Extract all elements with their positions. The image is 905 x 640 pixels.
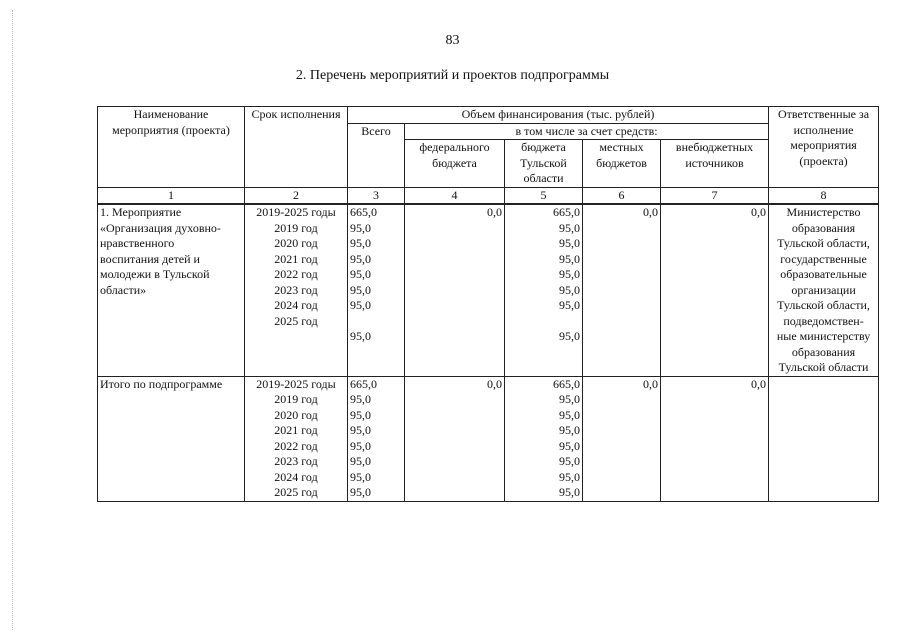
term-value: 2023 год: [274, 454, 318, 468]
responsible-cell: [769, 204, 879, 376]
total-value: 95,0: [350, 267, 371, 281]
column-number: 2: [245, 187, 348, 204]
header-total: Всего: [348, 123, 405, 187]
local-cell: 0,0: [583, 376, 661, 501]
term-value: 2023 год: [274, 282, 318, 297]
total-value: 95,0: [350, 407, 371, 422]
column-number: 8: [769, 187, 879, 204]
regional-value: 95,0: [559, 298, 580, 312]
responsible-line: Тульской области,: [777, 298, 870, 312]
total-value: 95,0: [350, 236, 371, 250]
regional-value: 95,0: [559, 329, 580, 343]
total-value: 95,0: [350, 469, 371, 484]
column-number: 6: [583, 187, 661, 204]
responsible-line: образования: [791, 220, 856, 235]
regional-value: 95,0: [559, 423, 580, 437]
term-value: 2022 год: [274, 267, 318, 281]
activity-name-line: молодежи в Тульской: [100, 267, 210, 281]
subtotal-name-cell: Итого по подпрограмме: [98, 376, 245, 501]
responsible-line: образовательные: [780, 267, 867, 281]
regional-cell: [505, 376, 583, 501]
extra-cell: 0,0: [661, 376, 769, 501]
federal-cell: 0,0: [405, 204, 505, 376]
scan-margin-dots: [12, 10, 13, 630]
responsible-line: Тульской области: [778, 360, 869, 374]
term-value: 2019 год: [274, 392, 318, 406]
activity-name-line: нравственного: [100, 236, 175, 250]
header-responsible: Ответственные за исполнение мероприятия (проекта): [769, 107, 879, 188]
responsible-line: образования: [791, 344, 856, 359]
responsible-line: подведомствен-: [783, 313, 864, 328]
term-value: 2019-2025 годы: [256, 205, 336, 219]
responsible-line: Министерство: [786, 205, 861, 219]
header-funding: Объем финансирования (тыс. рублей): [348, 107, 769, 124]
blank-line: [507, 314, 580, 330]
table-row: [98, 376, 879, 501]
total-value: 95,0: [350, 298, 371, 312]
column-number: 1: [98, 187, 245, 204]
header-extra: внебюджетных источников: [661, 140, 769, 188]
regional-value: 95,0: [559, 454, 580, 468]
regional-cell: [505, 204, 583, 376]
regional-value: 95,0: [559, 220, 580, 235]
term-value: 2024 год: [274, 298, 318, 312]
total-cell: [348, 376, 405, 501]
responsible-line: Тульской области,: [777, 236, 870, 250]
activity-name-line: области»: [100, 282, 147, 297]
total-value: 95,0: [350, 485, 371, 499]
term-value: 2025 год: [274, 485, 318, 499]
term-value: 2021 год: [274, 423, 318, 437]
activity-name-text: 1. Мероприятие: [100, 205, 182, 219]
term-value: 2024 год: [274, 469, 318, 484]
total-value: 665,0: [350, 376, 377, 391]
total-value: 95,0: [350, 438, 371, 453]
header-including: в том числе за счет средств:: [405, 123, 769, 140]
total-value: 95,0: [350, 392, 371, 406]
term-value: 2020 год: [274, 236, 318, 250]
responsible-line: ные министерству: [776, 329, 871, 343]
column-numbers-row: [98, 187, 879, 204]
blank-line: [350, 314, 402, 330]
total-value: 95,0: [350, 454, 371, 468]
regional-value: 95,0: [559, 251, 580, 266]
header-local: местных бюджетов: [583, 140, 661, 188]
responsible-cell-empty: [769, 376, 879, 501]
regional-value: 95,0: [559, 282, 580, 297]
total-value: 95,0: [350, 282, 371, 297]
column-number: 3: [348, 187, 405, 204]
term-value: 2019 год: [274, 220, 318, 235]
header-name: Наименование мероприятия (проекта): [98, 107, 245, 188]
header-federal: федерального бюджета: [405, 140, 505, 188]
regional-value: 665,0: [553, 205, 580, 219]
term-cell: [245, 204, 348, 376]
header-term: Срок исполнения: [245, 107, 348, 188]
federal-cell: 0,0: [405, 376, 505, 501]
regional-value: 95,0: [559, 267, 580, 281]
regional-value: 665,0: [553, 376, 580, 391]
regional-value: 95,0: [559, 485, 580, 499]
extra-cell: 0,0: [661, 204, 769, 376]
term-value: 2021 год: [274, 251, 318, 266]
total-cell: [348, 204, 405, 376]
activities-table: [97, 106, 879, 502]
responsible-line: государственные: [780, 251, 867, 266]
regional-value: 95,0: [559, 438, 580, 453]
term-value: 2020 год: [274, 407, 318, 422]
column-number: 5: [505, 187, 583, 204]
total-value: 95,0: [350, 423, 371, 437]
regional-value: 95,0: [559, 236, 580, 250]
header-regional: бюджета Тульской области: [505, 140, 583, 188]
total-value: 95,0: [350, 251, 371, 266]
column-number: 7: [661, 187, 769, 204]
term-value: 2019-2025 годы: [256, 376, 336, 391]
regional-value: 95,0: [559, 407, 580, 422]
regional-value: 95,0: [559, 469, 580, 484]
term-cell: [245, 376, 348, 501]
total-value: 665,0: [350, 205, 377, 219]
section-title: 2. Перечень мероприятий и проектов подпрограммы: [295, 68, 610, 83]
activity-name-line: «Организация духовно-: [100, 220, 221, 235]
term-value: 2022 год: [274, 438, 318, 453]
responsible-line: организации: [791, 282, 856, 297]
table-row: [98, 204, 879, 376]
regional-value: 95,0: [559, 392, 580, 406]
local-cell: 0,0: [583, 204, 661, 376]
column-number: 4: [405, 187, 505, 204]
activity-name-line: воспитания детей и: [100, 251, 200, 266]
total-value: 95,0: [350, 220, 371, 235]
term-value: 2025 год: [274, 313, 318, 328]
activity-name-cell: [98, 204, 245, 376]
page-number: 83: [445, 33, 460, 48]
total-value: 95,0: [350, 329, 371, 343]
activity-name-line: [100, 205, 242, 221]
